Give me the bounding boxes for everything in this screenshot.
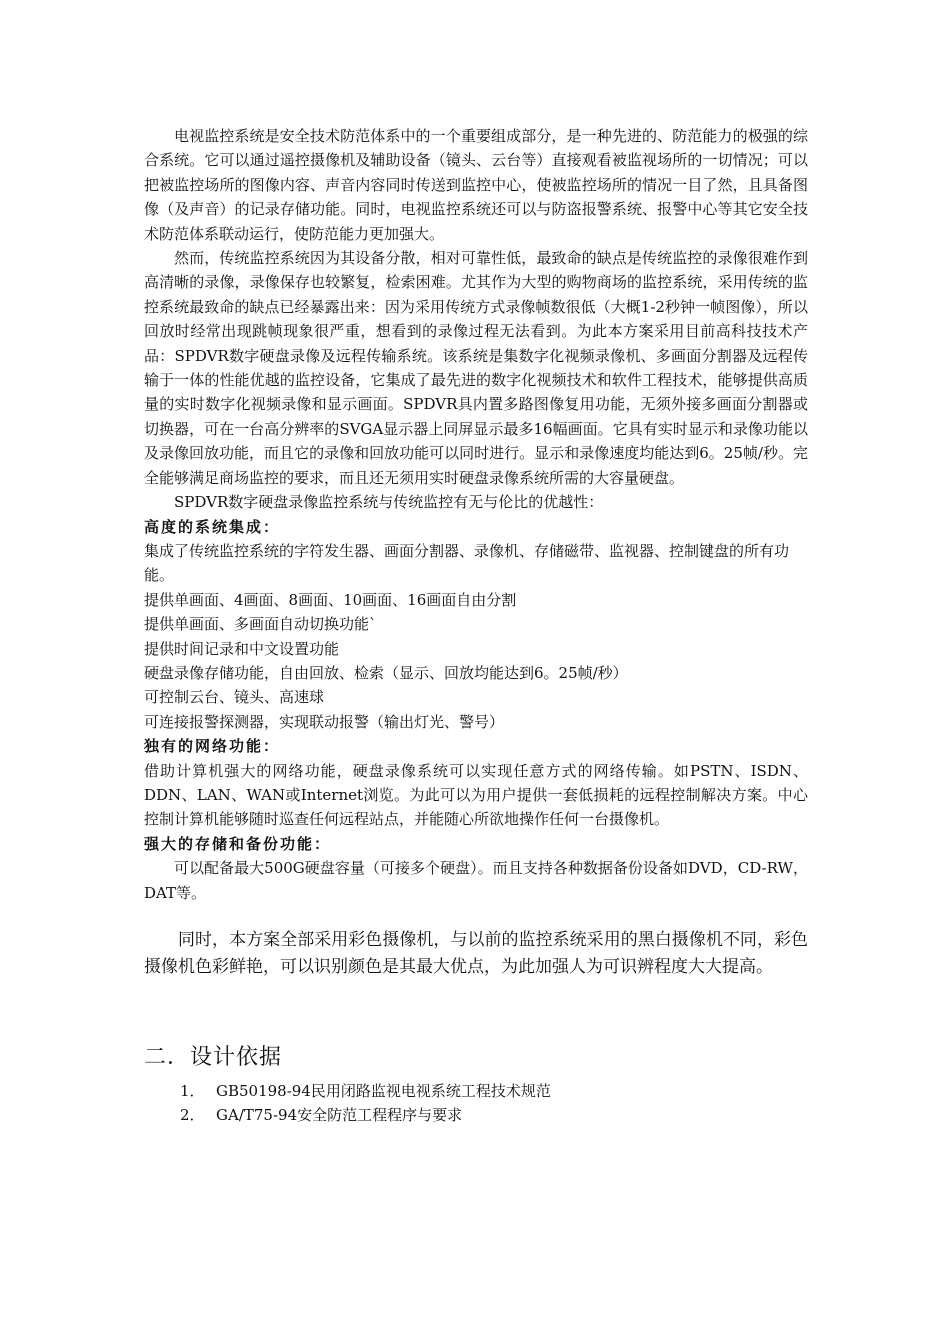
list-item: 集成了传统监控系统的字符发生器、画面分割器、录像机、存储磁带、监视器、控制键盘的所有功能。 <box>144 541 790 585</box>
list-item: 可连接报警探测器，实现联动报警（输出灯光、警号） <box>144 712 505 731</box>
reference-text: GB50198-94民用闭路监视电视系统工程技术规范 <box>216 1082 551 1100</box>
intro-paragraph-3: SPDVR数字硬盘录像监控系统与传统监控有无与伦比的优越性： <box>174 493 604 512</box>
intro-paragraph-2: 然而，传统监控系统因为其设备分散，相对可靠性低，最致命的缺点是传统监控的录像很难作到高清晰的录像，录像保存也较繁复，检索困难。尤其作为大型的购物商场的监控系统，采用传统的监控系统最致命的缺点已经暴露出来：因为采用传统方式录像帧数很低（大概1-2秒钟一帧图像），所以回放时经常出现跳帧现象很严重，想看到的录像过程无法看到。为此本方案采用目前高科技技术产品：SPDVR数字硬盘录像及远程传输系统。该系统是集数字化视频录像机、多画面分割器及远程传输于一体的性能优越的监控设备，它集成了最先进的数字化视频技术和软件工程技术，能够提供高质量的实时数字化视频录像和显示画面。SPDVR具内置多路图像复用功能，无须外接多画面分割器或切换器，可在一台高分辨率的SVGA显示器上同屏显示最多16幅画面。它具有实时显示和录像功能以及录像回放功能，而且它的录像和回放功能可以同时进行。显示和录像速度均能达到6。25帧/秒。完全能够满足商场监控的要求，而且还无须用实时硬盘录像系统所需的大容量硬盘。 <box>144 249 808 487</box>
list-item: 提供单画面、4画面、8画面、10画面、16画面自由分割 <box>144 590 517 609</box>
network-heading: 独有的网络功能： <box>144 737 281 756</box>
intro-paragraph-1: 电视监控系统是安全技术防范体系中的一个重要组成部分，是一种先进的、防范能力的极强的综合系统。它可以通过遥控摄像机及辅助设备（镜头、云台等）直接观看被监视场所的一切情况；可以把被监控场所的图像内容、声音内容同时传送到监控中心，使被监控场所的情况一目了然，且具备图像（及声音）的记录存储功能。同时，电视监控系统还可以与防盗报警系统、报警中心等其它安全技术防范体系联动运行，使防范能力更加强大。 <box>144 127 808 243</box>
list-item: 硬盘录像存储功能，自由回放、检索（显示、回放均能达到6。25帧/秒） <box>144 663 628 682</box>
reference-item <box>144 1103 808 1127</box>
list-item: 提供时间记录和中文设置功能 <box>144 639 340 658</box>
list-item: 提供单画面、多画面自动切换功能` <box>144 615 377 634</box>
list-item: 可控制云台、镜头、高速球 <box>144 688 325 707</box>
document-page <box>144 124 808 1128</box>
storage-paragraph: 可以配备最大500G硬盘容量（可接多个硬盘）。而且支持各种数据备份设备如DVD，CD-RW，DAT等。 <box>144 859 808 902</box>
design-basis-heading: 二．设计依据 <box>144 1045 283 1070</box>
reference-number: 2． <box>180 1106 205 1125</box>
integration-heading: 高度的系统集成： <box>144 517 281 536</box>
reference-list <box>144 1079 808 1128</box>
color-camera-paragraph: 同时，本方案全部采用彩色摄像机，与以前的监控系统采用的黑白摄像机不同，彩色摄像机色彩鲜艳，可以识别颜色是其最大优点，为此加强人为可识辨程度大大提高。 <box>144 930 808 977</box>
reference-item <box>144 1079 808 1103</box>
reference-number: 1． <box>180 1082 205 1100</box>
network-paragraph: 借助计算机强大的网络功能，硬盘录像系统可以实现任意方式的网络传输。如PSTN、ISDN、DDN、LAN、WAN或Internet浏览。为此可以为用户提供一套低损耗的远程控制解决方案。中心控制计算机能够随时巡查任何远程站点，并能随心所欲地操作任何一台摄像机。 <box>144 761 808 829</box>
storage-heading: 强大的存储和备份功能： <box>144 834 332 853</box>
reference-text: GA/T75-94安全防范工程程序与要求 <box>216 1106 463 1125</box>
